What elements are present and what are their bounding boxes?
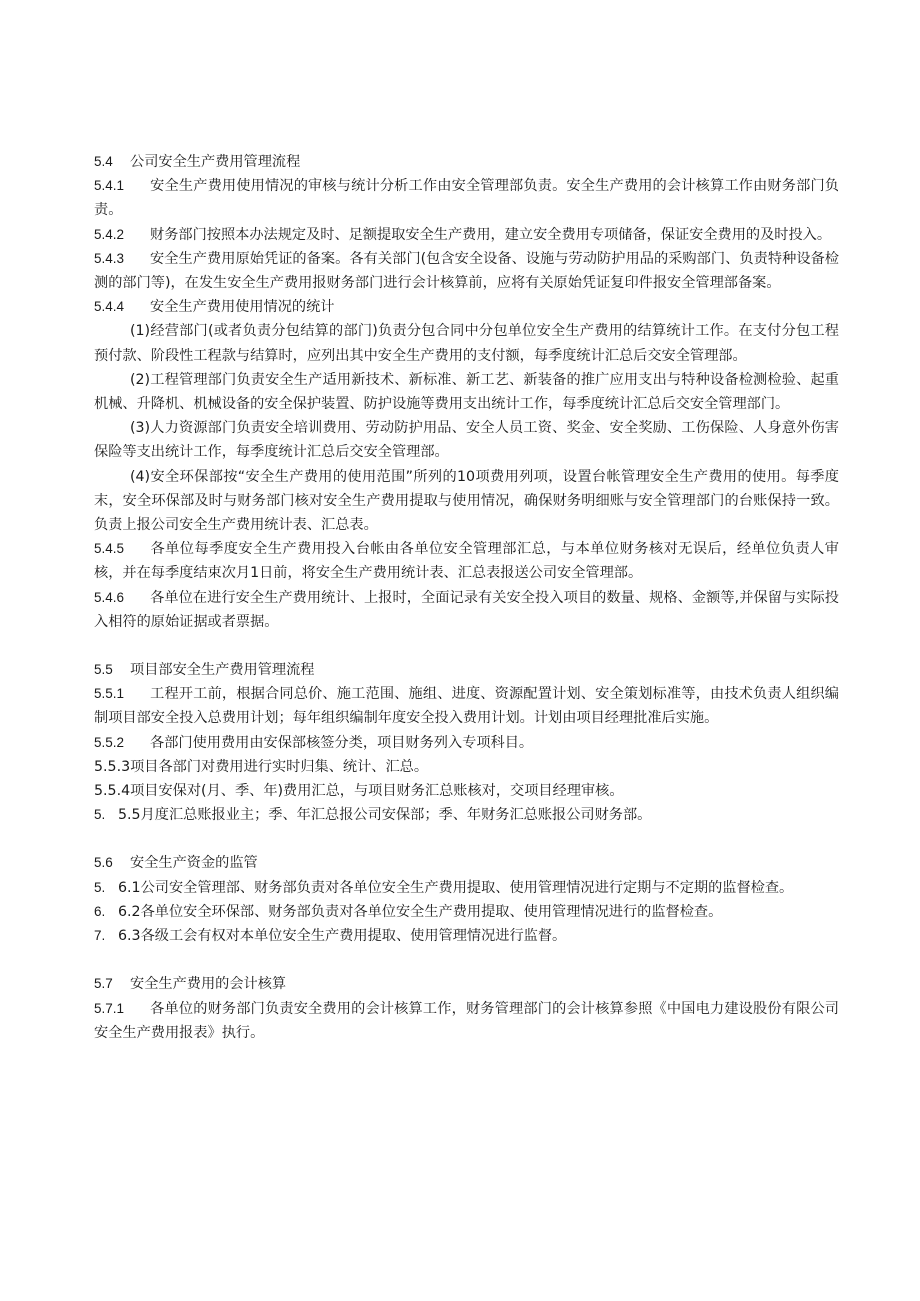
spacer	[94, 827, 839, 851]
clause	[94, 586, 839, 634]
clause-plain: 5.5.4项目安保对(月、季、年)费用汇总，与项目财务汇总账核对，交项目经理审核。	[94, 783, 624, 800]
section-heading	[94, 851, 839, 875]
clause	[94, 876, 839, 900]
spacer	[94, 634, 839, 658]
clause-text: 安全生产费用使用情况的统计	[150, 299, 335, 316]
clause-number: 5.4.5	[94, 541, 125, 557]
clause-text: 各单位每季度安全生产费用投入台帐由各单位安全管理部汇总，与本单位财务核对无误后，经单位负责人审核，并在每季度结束次月1日前，将安全生产费用统计表、汇总表报送公司安全管理部。	[94, 541, 839, 582]
clause-number: 5.4.3	[94, 250, 125, 266]
clause	[94, 537, 839, 585]
section-number: 5.7	[94, 976, 113, 992]
clause	[94, 924, 839, 948]
clause-text: 安全生产费用原始凭证的备案。各有关部门(包含安全设备、设施与劳动防护用品的采购部门、负责特种设备检测的部门等)，在发生安全生产费用报财务部门进行会计核算前，应将有关原始凭证复印件报安全管理部备案。	[94, 250, 839, 292]
clause-number: 6.	[94, 903, 106, 919]
clause	[94, 174, 839, 222]
clause-number: 5.4.6	[94, 589, 125, 605]
section-number: 5.5	[94, 662, 113, 678]
clause-text: 5.5月度汇总账报业主；季、年汇总报公司安保部；季、年财务汇总账报公司财务部。	[118, 807, 652, 824]
section-heading	[94, 658, 839, 682]
section-title: 安全生产费用的会计核算	[130, 976, 287, 993]
document-body	[94, 150, 839, 1045]
clause	[94, 223, 839, 247]
clause-text: 各部门使用费用由安保部核签分类，项目财务列入专项科目。	[150, 734, 534, 751]
clause-number: 5.4.2	[94, 226, 125, 242]
section-title: 项目部安全生产费用管理流程	[130, 662, 315, 679]
clause-text: 安全生产费用使用情况的审核与统计分析工作由安全管理部负责。安全生产费用的会计核算工作由财务部门负责。	[94, 178, 839, 219]
section-title: 安全生产资金的监管	[130, 855, 258, 872]
clause	[94, 295, 839, 319]
clause	[94, 682, 839, 730]
clause-number: 5.4.1	[94, 178, 125, 194]
clause-text: 6.1公司安全管理部、财务部负责对各单位安全生产费用提取、使用管理情况进行定期与不定期的监督检查。	[118, 879, 794, 896]
clause-text: 财务部门按照本办法规定及时、足额提取安全生产费用，建立安全费用专项储备，保证安全费用的及时投入。	[150, 226, 832, 243]
spacer	[94, 948, 839, 972]
clause-number: 5.7.1	[94, 1000, 125, 1016]
clause	[94, 803, 839, 827]
clause	[94, 997, 839, 1045]
clause-text: 6.2各单位安全环保部、财务部负责对各单位安全生产费用提取、使用管理情况进行的监督检查。	[118, 903, 723, 920]
section-heading	[94, 150, 839, 174]
clause-text: 工程开工前，根据合同总价、施工范围、施组、进度、资源配置计划、安全策划标准等，由技术负责人组织编制项目部安全投入总费用计划；每年组织编制年度安全投入费用计划。计划由项目经理批准后实施。	[94, 686, 839, 727]
clause	[94, 731, 839, 755]
clause-number: 5.4.4	[94, 299, 125, 315]
clause-plain: 5.5.3项目各部门对费用进行实时归集、统计、汇总。	[94, 758, 429, 775]
section-title: 公司安全生产费用管理流程	[130, 154, 301, 170]
clause-number: 5.	[94, 807, 106, 823]
clause-text: 6.3各级工会有权对本单位安全生产费用提取、使用管理情况进行监督。	[118, 928, 567, 945]
clause	[94, 900, 839, 924]
section-heading	[94, 972, 839, 996]
sub-clause: (1)经营部门(或者负责分包结算的部门)负责分包合同中分包单位安全生产费用的结算统计工作。在支付分包工程预付款、阶段性工程款与结算时，应列出其中安全生产费用的支付额，每季度统计汇总后交安全管理部。	[94, 323, 839, 364]
sub-clause: (4)安全环保部按“安全生产费用的使用范围”所列的10项费用列项，设置台帐管理安全生产费用的使用。每季度末，安全环保部及时与财务部门核对安全生产费用提取与使用情况，确保财务明细账与安全管理部门的台账保持一致。负责上报公司安全生产费用统计表、汇总表。	[94, 468, 839, 534]
clause-number: 5.	[94, 879, 106, 895]
clause-text: 各单位在进行安全生产费用统计、上报时，全面记录有关安全投入项目的数量、规格、金额等,并保留与实际投入相符的原始证据或者票据。	[94, 589, 839, 630]
clause-number: 5.5.1	[94, 686, 125, 702]
section-number: 5.4	[94, 154, 113, 169]
clause-text: 各单位的财务部门负责安全费用的会计核算工作，财务管理部门的会计核算参照《中国电力建设股份有限公司安全生产费用报表》执行。	[94, 1000, 839, 1041]
sub-clause: (2)工程管理部门负责安全生产适用新技术、新标准、新工艺、新装备的推广应用支出与特种设备检测检验、起重机械、升降机、机械设备的安全保护装置、防护设施等费用支出统计工作，每季度统计汇总后交安全管理部门。	[94, 371, 839, 413]
sub-clause: (3)人力资源部门负责安全培训费用、劳动防护用品、安全人员工资、奖金、安全奖励、工伤保险、人身意外伤害保险等支出统计工作，每季度统计汇总后交安全管理部。	[94, 420, 839, 461]
section-number: 5.6	[94, 855, 113, 871]
clause-number: 7.	[94, 928, 106, 944]
clause-number: 5.5.2	[94, 734, 125, 750]
clause	[94, 247, 839, 295]
